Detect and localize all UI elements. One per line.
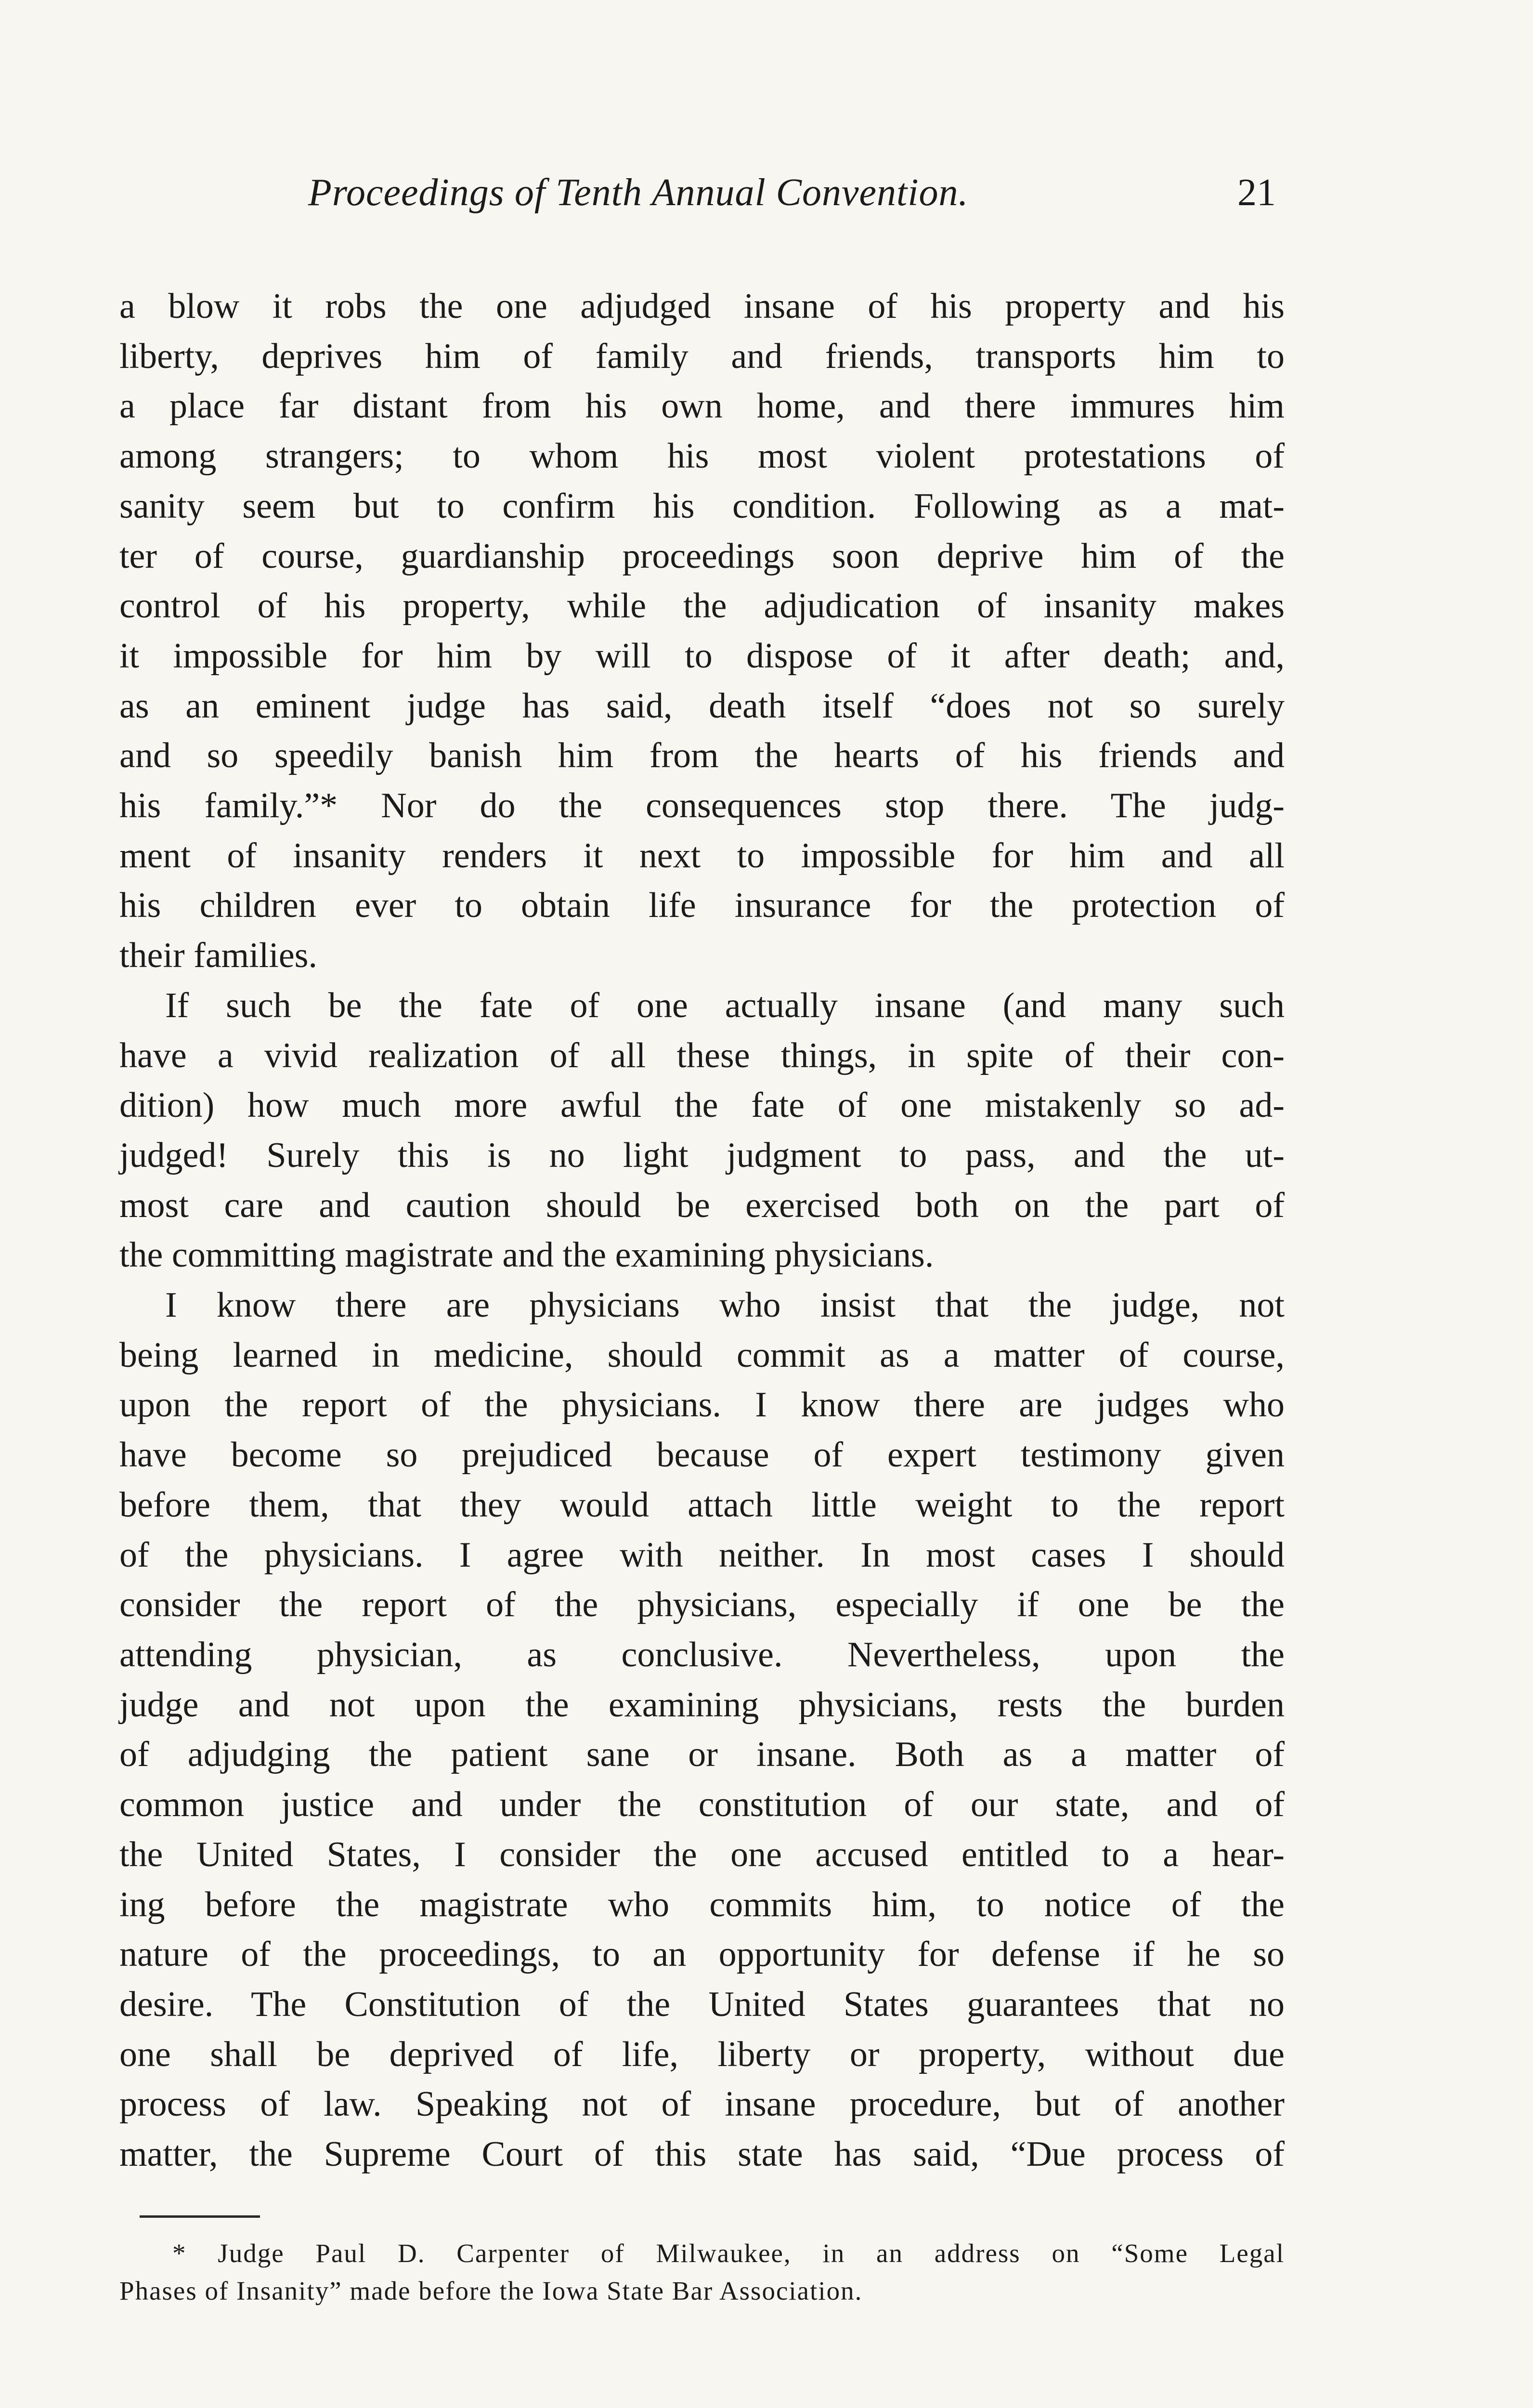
text-line: and so speedily banish him from the hearts of his friends and <box>119 736 1285 776</box>
page-number: 21 <box>1237 171 1276 214</box>
text-line: as an eminent judge has said, death itself “does not so surely <box>119 686 1285 726</box>
text-line: most care and caution should be exercised both on the part of <box>119 1185 1285 1225</box>
text-line: their families. <box>119 936 317 976</box>
text-line: his children ever to obtain life insurance for the protection of <box>119 886 1285 926</box>
footnote-line: Phases of Insanity” made before the Iowa State Bar Association. <box>119 2276 863 2305</box>
text-line: I know there are physicians who insist that the judge, not <box>165 1285 1285 1325</box>
footnote <box>119 2235 1285 2310</box>
text-line: attending physician, as conclusive. Nevertheless, upon the <box>119 1635 1285 1675</box>
text-line: before them, that they would attach little weight to the report <box>119 1485 1285 1525</box>
text-line: common justice and under the constitution of our state, and of <box>119 1785 1285 1825</box>
text-line: the United States, I consider the one accused entitled to a hear- <box>119 1834 1285 1874</box>
text-line: have become so prejudiced because of expert testimony given <box>119 1435 1285 1475</box>
text-line: of the physicians. I agree with neither. In most cases I should <box>119 1535 1285 1575</box>
text-line: nature of the proceedings, to an opportunity for defense if he so <box>119 1935 1285 1975</box>
text-line: process of law. Speaking not of insane procedure, but of another <box>119 2084 1285 2124</box>
text-line: consider the report of the physicians, especially if one be the <box>119 1585 1285 1625</box>
text-line: liberty, deprives him of family and friends, transports him to <box>119 336 1285 376</box>
text-line: a blow it robs the one adjudged insane of his property and his <box>119 287 1285 326</box>
running-title: Proceedings of Tenth Annual Convention. <box>308 171 969 214</box>
text-line: upon the report of the physicians. I know there are judges who <box>119 1385 1285 1425</box>
text-line: dition) how much more awful the fate of one mistakenly so ad- <box>119 1086 1285 1125</box>
text-line: control of his property, while the adjudication of insanity makes <box>119 586 1285 626</box>
text-line: being learned in medicine, should commit as a matter of course, <box>119 1335 1285 1375</box>
paragraph-3 <box>119 1281 1285 2180</box>
text-line: one shall be deprived of life, liberty or property, without due <box>119 2034 1285 2074</box>
text-line: If such be the fate of one actually insane (and many such <box>165 985 1285 1025</box>
text-line: his family.”* Nor do the consequences stop there. The judg- <box>119 786 1285 826</box>
footnote-line: * Judge Paul D. Carpenter of Milwaukee, in an address on “Some Legal <box>172 2238 1285 2268</box>
text-line: ment of insanity renders it next to impossible for him and all <box>119 836 1285 876</box>
paragraph-2 <box>119 981 1285 1281</box>
paragraph-1 <box>119 282 1285 981</box>
text-line: have a vivid realization of all these things, in spite of their con- <box>119 1035 1285 1075</box>
text-line: a place far distant from his own home, and there immures him <box>119 386 1285 426</box>
body-text <box>119 282 1285 2180</box>
text-line: judged! Surely this is no light judgment to pass, and the ut- <box>119 1135 1285 1175</box>
text-line: judge and not upon the examining physicians, rests the burden <box>119 1685 1285 1725</box>
text-line: among strangers; to whom his most violent protestations of <box>119 436 1285 476</box>
text-line: ter of course, guardianship proceedings soon deprive him of the <box>119 536 1285 576</box>
text-line: the committing magistrate and the examining physicians. <box>119 1235 934 1275</box>
text-line: ing before the magistrate who commits him, to notice of the <box>119 1885 1285 1924</box>
footnote-divider <box>140 2215 260 2218</box>
text-line: of adjudging the patient sane or insane. Both as a matter of <box>119 1735 1285 1775</box>
text-line: it impossible for him by will to dispose of it after death; and, <box>119 636 1285 676</box>
page-header <box>308 171 1276 234</box>
text-line: matter, the Supreme Court of this state has said, “Due process of <box>119 2134 1285 2174</box>
text-line: desire. The Constitution of the United States guarantees that no <box>119 1984 1285 2024</box>
text-line: sanity seem but to confirm his condition. Following as a mat- <box>119 486 1285 526</box>
